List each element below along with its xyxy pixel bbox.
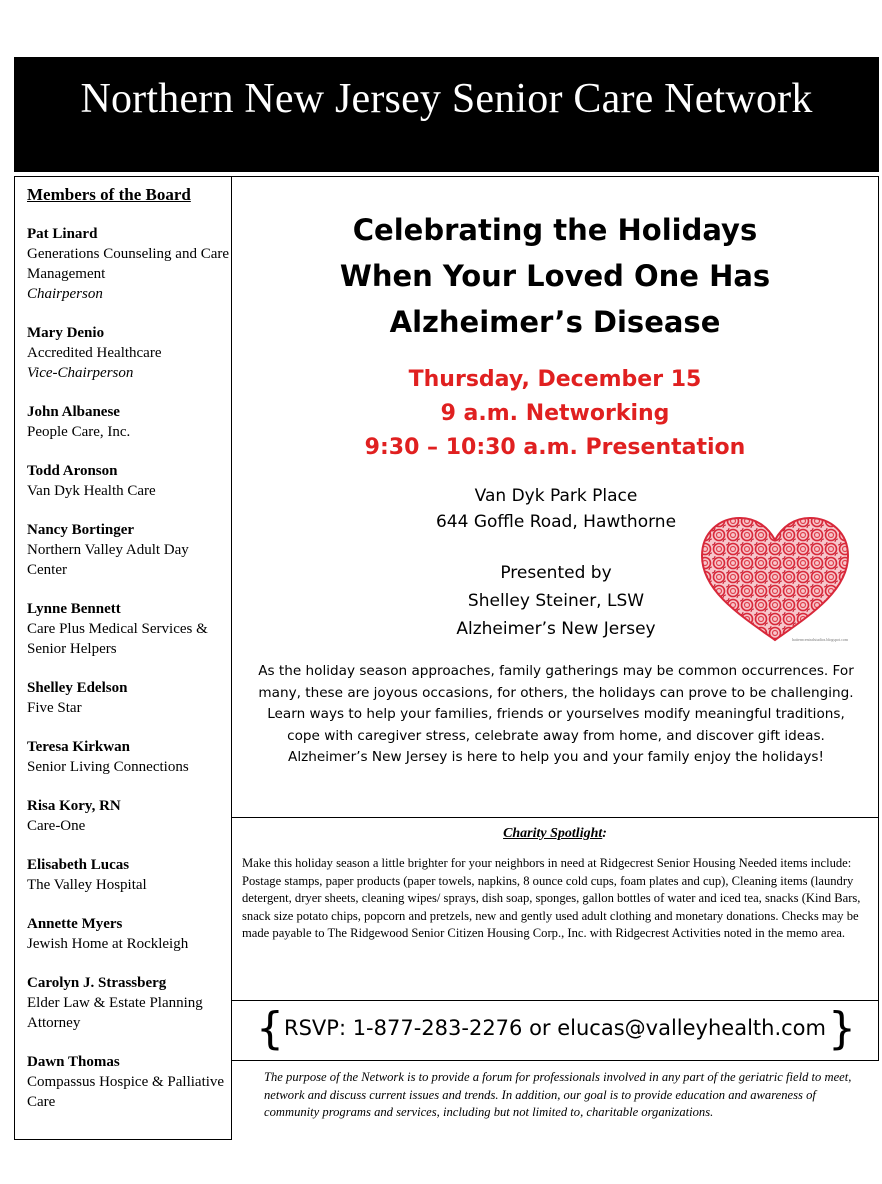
member-name: Risa Kory, RN	[27, 798, 121, 814]
board-sidebar	[14, 176, 232, 1140]
board-member	[27, 973, 232, 1033]
member-name: John Albanese	[27, 404, 120, 420]
member-org: Van Dyk Health Care	[27, 483, 156, 499]
event-title-line: When Your Loved One Has	[339, 259, 771, 293]
right-brace: }	[828, 1003, 856, 1054]
event-date: Thursday, December 15	[408, 367, 702, 392]
event-title	[232, 207, 878, 345]
rsvp-section	[231, 1000, 879, 1061]
member-name: Carolyn J. Strassberg	[27, 975, 167, 991]
member-org: Accredited Healthcare	[27, 345, 162, 361]
member-org: Northern Valley Adult Day Center	[27, 542, 189, 578]
header-banner	[14, 57, 879, 172]
member-org: People Care, Inc.	[27, 424, 131, 440]
board-member	[27, 224, 232, 304]
event-title-line: Alzheimer’s Disease	[389, 305, 721, 339]
network-title: Northern New Jersey Senior Care Network	[80, 76, 813, 122]
charity-heading-colon: :	[602, 826, 607, 841]
venue-name: Van Dyk Park Place	[474, 486, 638, 506]
member-org: Jewish Home at Rockleigh	[27, 936, 189, 952]
member-name: Lynne Bennett	[27, 601, 121, 617]
presenter-org: Alzheimer’s New Jersey	[456, 619, 656, 639]
member-org: Compassus Hospice & Palliative Care	[27, 1074, 225, 1110]
member-org: Senior Living Connections	[27, 759, 189, 775]
presented-by-label: Presented by	[500, 563, 612, 583]
charity-heading-text: Charity Spotlight	[503, 826, 603, 841]
left-brace: {	[256, 1003, 284, 1054]
member-org: The Valley Hospital	[27, 877, 147, 893]
heart-icon	[698, 514, 852, 644]
board-member	[27, 914, 232, 954]
member-name: Teresa Kirkwan	[27, 739, 130, 755]
member-org: Care Plus Medical Services & Senior Helpers	[27, 621, 208, 657]
event-section	[231, 176, 879, 818]
board-member	[27, 402, 232, 442]
venue-address: 644 Goffle Road, Hawthorne	[435, 512, 677, 532]
member-role: Chairperson	[27, 286, 103, 302]
board-heading: Members of the Board	[27, 185, 191, 204]
presenter-name: Shelley Steiner, LSW	[467, 591, 645, 611]
event-schedule	[232, 363, 878, 465]
board-member	[27, 1052, 232, 1112]
board-member	[27, 737, 232, 777]
event-description: As the holiday season approaches, family gatherings may be common occurrences. For many, these are joyous occasions, for others, the holidays can prove to be challenging. Learn ways to help your families, friends or yourselves modify meaningful traditions, cope with caregiver stress, celebrate away from home, and discover gift ideas. Alzheimer’s New Jersey is here to help you and your family enjoy the holidays!	[258, 663, 854, 765]
rsvp-contact[interactable]: RSVP: 1-877-283-2276 or elucas@valleyhealth.com	[284, 1016, 826, 1040]
member-name: Elisabeth Lucas	[27, 857, 130, 873]
heart-caption: hatterncentralstudios.blogspot.com	[792, 637, 848, 642]
member-name: Pat Linard	[27, 226, 98, 242]
member-name: Todd Aronson	[27, 463, 118, 479]
member-org: Elder Law & Estate Planning Attorney	[27, 995, 203, 1031]
charity-text: Make this holiday season a little brighter for your neighbors in need at Ridgecrest Senior Housing Needed items include: Postage stamps, paper products (paper towels, napkins, 8 ounce cold cups, foam plates and cup), Cleaning items (laundry detergent, dryer sheets, cleaning wipes/ sprays, dish soap, sponges, gallon bottles of water and iced tea, snacks (Kind Bars, snack size potato chips, popcorn and pretzels, new and gently used adult clothing and monetary donations. Checks may be made payable to The Ridgewood Senior Citizen Housing Corp., Inc. with Ridgecrest Activities noted in the memo area.	[242, 856, 861, 940]
board-member-list	[27, 224, 232, 1131]
board-member	[27, 796, 232, 836]
charity-heading	[232, 826, 878, 842]
network-purpose: The purpose of the Network is to provide a forum for professionals involved in any part of the geriatric field to meet, network and discuss current issues and trends. In addition, our goal is to provide education and awareness of community programs and services, including but not limited to, charitable organizations.	[264, 1070, 852, 1119]
member-org: Five Star	[27, 700, 82, 716]
charity-spotlight	[231, 817, 879, 1001]
event-title-line: Celebrating the Holidays	[352, 213, 758, 247]
event-networking-time: 9 a.m. Networking	[440, 401, 670, 426]
board-member	[27, 599, 232, 659]
board-member	[27, 323, 232, 383]
event-presentation-time: 9:30 – 10:30 a.m. Presentation	[364, 435, 746, 460]
board-member	[27, 520, 232, 580]
member-name: Mary Denio	[27, 325, 105, 341]
board-member	[27, 461, 232, 501]
board-member	[27, 855, 232, 895]
member-org: Generations Counseling and Care Management	[27, 246, 230, 282]
member-name: Dawn Thomas	[27, 1054, 120, 1070]
board-member	[27, 678, 232, 718]
member-org: Care-One	[27, 818, 86, 834]
member-name: Annette Myers	[27, 916, 123, 932]
member-name: Shelley Edelson	[27, 680, 128, 696]
member-name: Nancy Bortinger	[27, 522, 135, 538]
member-role: Vice-Chairperson	[27, 365, 134, 381]
